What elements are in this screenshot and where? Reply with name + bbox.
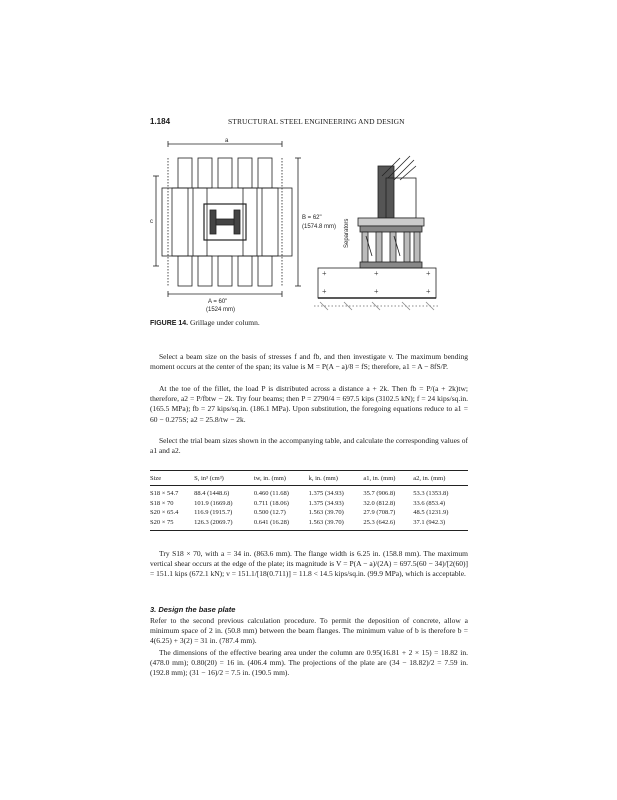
- table-row: [150, 518, 468, 531]
- svg-text:+: +: [322, 287, 327, 296]
- paragraph-3: Select the trial beam sizes shown in the accompanying table, and calculate the corresponding values of a1 and a2.: [150, 436, 468, 456]
- grillage-figure: [148, 136, 488, 316]
- cell: 1.563 (39.70): [308, 509, 344, 516]
- paragraph-6: The dimensions of the effective bearing area under the column are 0.95(16.81 + 2 × 15) = 18.82 in. (478.0 mm); 0.80(20) = 16 in. (406.4 mm). The projections of the plate are (34 − 18.82)/2 = 7.59 in. (192.8 mm); (31 − 16)/2 = 7.5 in. (190.5 mm).: [150, 648, 468, 678]
- col-a2: a2, in. (mm): [413, 471, 468, 486]
- dim-label-a-mm: (1524 mm): [206, 307, 236, 313]
- running-title: STRUCTURAL STEEL ENGINEERING AND DESIGN: [228, 117, 405, 126]
- cell: 88.4 (1448.6): [194, 490, 230, 497]
- plan-view: [153, 141, 301, 297]
- caption-label: FIGURE 14.: [150, 320, 189, 327]
- cell: 48.5 (1231.9): [413, 509, 449, 516]
- svg-text:+: +: [374, 287, 379, 296]
- cell: 116.9 (1915.7): [194, 509, 233, 516]
- cell: 0.460 (11.68): [253, 490, 289, 497]
- paragraph-1: Select a beam size on the basis of stresses f and fb, and then investigate v. The maximum bending moment occurs at the center of the span; its value is M = P(A − a)/8 = fS; therefore, a1 = A − 8fS/P.: [150, 352, 468, 372]
- cell: 27.9 (708.7): [363, 509, 396, 516]
- separators-label: Separators: [344, 218, 350, 248]
- paragraph-5: Refer to the second previous calculation procedure. To permit the deposition of concrete, allow a minimum space of 2 in. (50.8 mm) between the beam flanges. The minimum value of b is therefore b = 4(6.25) + 3(2) = 31 in. (787.4 mm).: [150, 616, 468, 646]
- svg-text:+: +: [322, 269, 327, 278]
- svg-text:+: +: [374, 269, 379, 278]
- dim-label-a-total: A = 60": [208, 299, 228, 305]
- cell: 1.563 (39.70): [309, 518, 364, 531]
- table-row: [150, 499, 468, 509]
- cell: 25.3 (642.6): [363, 518, 413, 531]
- paragraph-4: Try S18 × 70, with a = 34 in. (863.6 mm). The flange width is 6.25 in. (158.8 mm). The maximum vertical shear occurs at the edge of the plate; its magnitude is V = P(A − a)/(2A) = 697.5(60 − 34)/[2(60)] = 151.1 kips (672.1 kN); v = 151.1/[18(0.711)] = 11.8 < 14.5 kips/sq.in. (99.9 MPa), which is acceptable.: [150, 549, 468, 579]
- cell: S18 × 54.7: [150, 490, 179, 497]
- col-a1: a1, in. (mm): [363, 471, 413, 486]
- col-k: k, in. (mm): [309, 471, 364, 486]
- cell: 0.641 (16.28): [254, 518, 309, 531]
- table-row: [150, 508, 468, 518]
- col-tw: tw, in. (mm): [254, 471, 309, 486]
- cell: 53.3 (1353.8): [413, 490, 449, 497]
- page-number: 1.184: [150, 117, 171, 126]
- table-header-row: [150, 471, 468, 486]
- beam-table: [150, 470, 468, 531]
- col-size: Size: [150, 471, 194, 486]
- table-row: [150, 486, 468, 499]
- cell: 33.6 (853.4): [413, 499, 446, 507]
- col-s: S, in³ (cm³): [194, 471, 254, 486]
- cell: S20 × 65.4: [150, 509, 179, 516]
- paragraph-2: At the toe of the fillet, the load P is distributed across a distance a + 2k. Then fb = P/(a + 2k)tw; therefore, a2 = P/fbtw − 2k. Try four beams; then P = 2790/4 = 697.5 kips (3102.5 kN); f = 24 kips/sq.in. (165.5 MPa); fb = 27 kips/sq.in. (186.1 MPa). Upon substitution, the foregoing equations reduce to a1 = 60 − 0.275S; a2 = 25.8/tw − 2k.: [150, 384, 468, 424]
- dim-label-a: a: [225, 138, 229, 144]
- section-heading: 3. Design the base plate: [150, 605, 236, 614]
- svg-text:+: +: [426, 269, 431, 278]
- cell: 0.500 (12.7): [253, 509, 286, 516]
- dim-label-c: c: [150, 219, 153, 225]
- cell: S18 × 70: [150, 499, 174, 507]
- caption-text: Grillage under column.: [190, 318, 260, 327]
- svg-text:+: +: [426, 287, 431, 296]
- cell: 35.7 (906.8): [363, 490, 396, 497]
- dim-label-b-mm: (1574.8 mm): [302, 224, 337, 230]
- cell: 1.375 (34.93): [308, 490, 344, 497]
- cell: 37.1 (942.3): [413, 518, 468, 531]
- figure-caption: [150, 318, 260, 327]
- cell: 0.711 (18.06): [253, 499, 289, 507]
- dim-label-b: B = 62": [302, 215, 322, 221]
- cell: S20 × 75: [150, 518, 194, 531]
- cell: 101.9 (1669.8): [194, 499, 233, 507]
- elevation-view: [314, 156, 440, 310]
- cell: 1.375 (34.93): [308, 499, 344, 507]
- cell: 32.0 (812.8): [363, 499, 396, 507]
- cell: 126.3 (2069.7): [194, 518, 254, 531]
